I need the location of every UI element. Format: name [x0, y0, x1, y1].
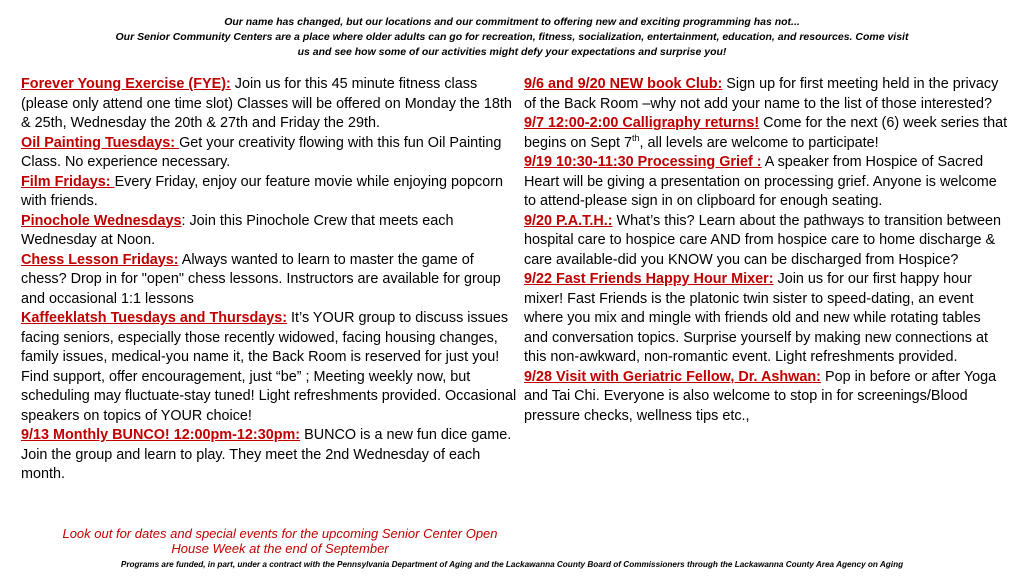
- left-activity-column: [21, 75, 519, 485]
- activity-heading: 9/20 P.A.T.H.:: [524, 212, 613, 229]
- activity-processing-grief: [524, 153, 1008, 212]
- intro-header: [20, 15, 1004, 60]
- activity-film-fridays: [21, 173, 519, 212]
- intro-line-3: us and see how some of our activities might defy your expectations and surprise you!: [297, 46, 727, 58]
- activity-geriatric-fellow-visit: [524, 368, 1008, 427]
- activity-heading: 9/19 10:30-11:30 Processing Grief :: [524, 154, 762, 170]
- activity-bunco: [21, 426, 519, 485]
- activity-description: Pop in before or after Yoga and Tai Chi. Everyone is also welcome to stop in for screenings/Blood pressure checks, wellness tips etc.,: [524, 368, 997, 424]
- activity-fast-friends-mixer: [524, 270, 1008, 368]
- activity-description: Get your creativity flowing with this fun Oil Painting Class. No experience necessary.: [21, 134, 502, 170]
- intro-line-1: Our name has changed, but our locations and our commitment to offering new and exciting programming has not...: [224, 16, 800, 28]
- intro-line-2: Our Senior Community Centers are a place where older adults can go for recreation, fitness, socialization, entertainment, education, and resources. Come visit: [115, 31, 909, 43]
- ordinal-superscript: th: [632, 132, 640, 143]
- activity-description-continued: , all levels are welcome to participate!: [639, 134, 879, 151]
- activity-oil-painting: [21, 134, 519, 173]
- activity-description: What’s this? Learn about the pathways to transition between hospital care to hospice care AND from hospice care to home discharge & care available-did you KNOW you can be discharged from Hospice?: [524, 212, 1002, 268]
- activity-heading: Pinochole Wednesdays: [21, 212, 182, 229]
- activity-description: Come for the next (6) week series that begins on Sept 7: [524, 115, 1008, 151]
- activity-description: Sign up for first meeting held in the privacy of the Back Room –why not add your name to the list of those interested?: [524, 76, 999, 112]
- activity-heading: 9/13 Monthly BUNCO! 12:00pm-12:30pm:: [21, 427, 301, 443]
- right-activity-column: [524, 75, 1008, 426]
- activity-calligraphy: [524, 114, 1008, 153]
- activity-pinochole: [21, 212, 519, 251]
- activity-description: Every Friday, enjoy our feature movie while enjoying popcorn with friends.: [21, 173, 504, 209]
- activity-description: A speaker from Hospice of Sacred Heart will be giving a presentation on processing grief. Anyone is welcome to attend-please sign in on clipboard for enough seating.: [524, 154, 997, 209]
- activity-heading: Chess Lesson Fridays:: [21, 251, 179, 268]
- activity-forever-young-exercise: [21, 75, 519, 134]
- activity-path: [524, 212, 1008, 271]
- activity-chess-lessons: [21, 251, 519, 310]
- open-house-line-1: Look out for dates and special events for the upcoming Senior Center Open: [62, 526, 498, 541]
- activity-description: Join us for this 45 minute fitness class (please only attend one time slot) Classes will be offered on Monday the 18th & 25th, Wednesday the 20th & 27th and Friday the 29th.: [21, 76, 512, 131]
- activity-heading: Oil Painting Tuesdays:: [21, 134, 180, 151]
- activity-description: BUNCO is a new fun dice game. Join the group and learn to play. They meet the 2nd Wednesday of each month.: [21, 427, 512, 482]
- activity-heading: Forever Young Exercise (FYE):: [21, 76, 231, 92]
- open-house-line-2: House Week at the end of September: [171, 541, 389, 556]
- activity-heading: 9/22 Fast Friends Happy Hour Mixer:: [524, 271, 774, 287]
- activity-kaffeeklatsh: [21, 309, 519, 426]
- activity-heading: Kaffeeklatsh Tuesdays and Thursdays:: [21, 310, 288, 326]
- activity-heading: 9/28 Visit with Geriatric Fellow, Dr. Ashwan:: [524, 368, 821, 385]
- open-house-notice: [20, 526, 540, 556]
- activity-heading: Film Fridays:: [21, 173, 115, 190]
- activity-heading: 9/7 12:00-2:00 Calligraphy returns!: [524, 115, 760, 131]
- funding-footer: Programs are funded, in part, under a contract with the Pennsylvania Department of Aging and the Lackawanna County Board of Commissioners through the Lackawanna County Area Agency on Aging: [120, 560, 904, 569]
- activity-book-club: [524, 75, 1008, 114]
- activity-description: Join us for our first happy hour mixer! Fast Friends is the platonic twin sister to speed-dating, an event where you mix and mingle with friends old and new while rotating tables and conversation topics. Surprise yourself by making new connections at this non-awkward, non-romantic event. Light refreshments provided.: [524, 271, 988, 365]
- activity-description: It’s YOUR group to discuss issues facing seniors, especially those recently widowed, facing housing changes, family issues, medical-you name it, the Back Room is reserved for just you! Find support, offer encouragement, just “be” ; Meeting weekly now, but scheduling may fluctuate-stay tuned! Light refreshments provided. Occasional speakers on topics of YOUR choice!: [21, 310, 517, 424]
- activity-description: : Join this Pinochole Crew that meets each Wednesday at Noon.: [21, 212, 454, 248]
- activity-description: Always wanted to learn to master the game of chess? Drop in for "open" chess lessons. Instructors are available for group and occasional 1:1 lessons: [21, 251, 501, 307]
- activity-heading: 9/6 and 9/20 NEW book Club:: [524, 76, 723, 92]
